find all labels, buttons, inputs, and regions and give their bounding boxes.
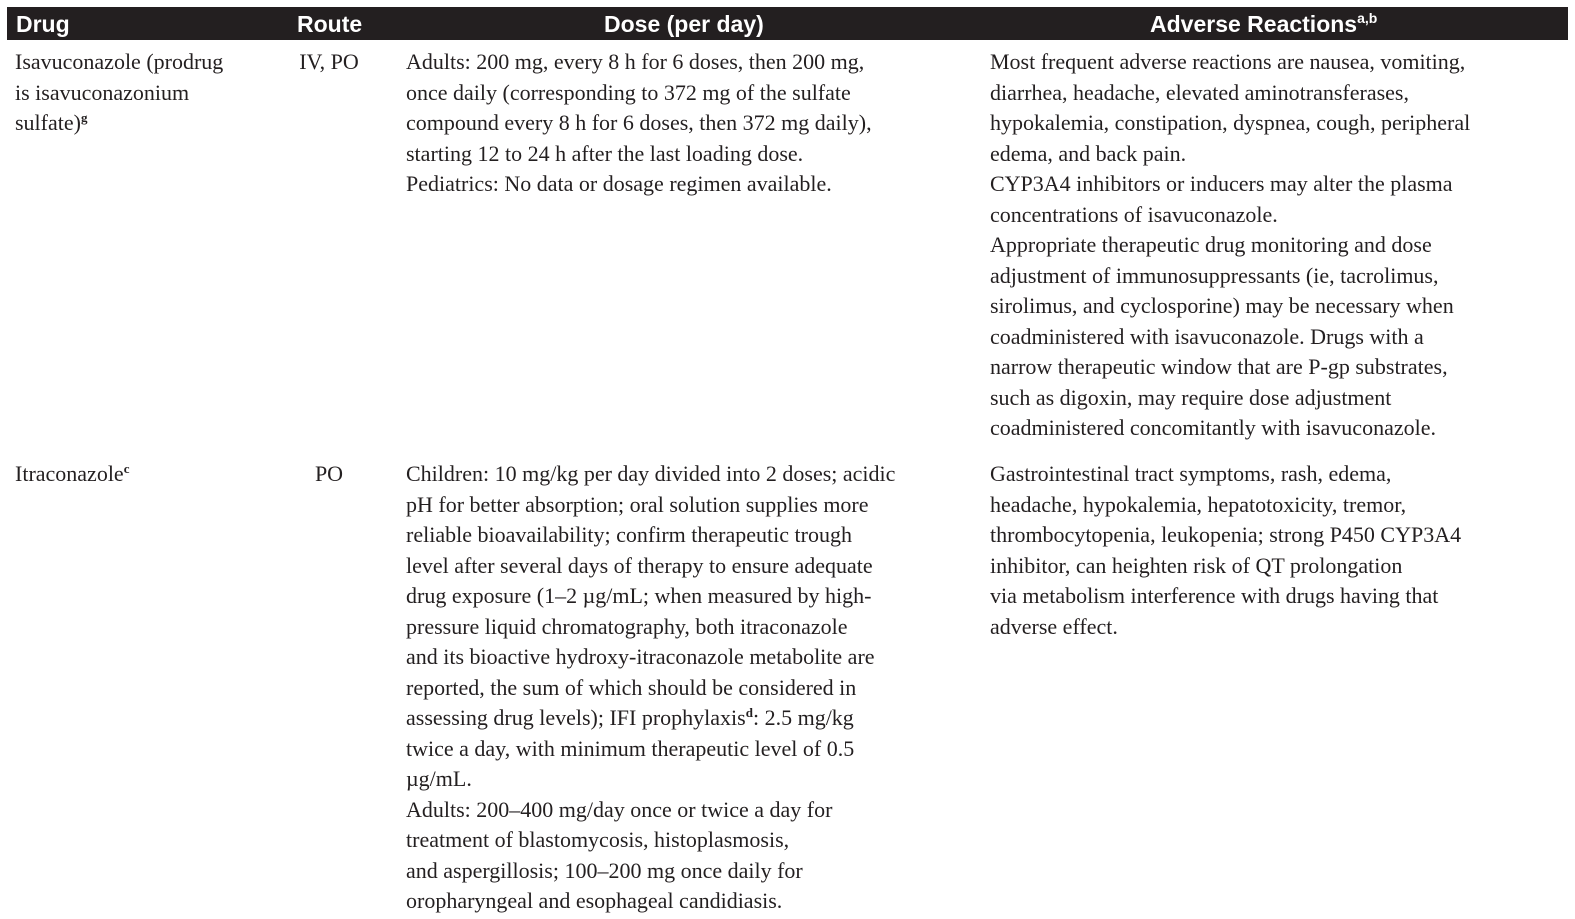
adverse-line: adverse effect. [990, 613, 1118, 639]
dose-line-text: : 2.5 mg/kg [752, 705, 854, 730]
adverse-paragraph [990, 230, 1568, 444]
dose-line: Adults: 200–400 mg/day once or twice a day for [406, 796, 833, 822]
drug-line-text: Itraconazole [15, 461, 124, 486]
dose-cell [406, 47, 976, 200]
dose-line: level after several days of therapy to ensure adequate [406, 552, 873, 578]
dose-footnote: d [745, 705, 753, 720]
dose-line: and aspergillosis; 100–200 mg once daily for [406, 857, 803, 883]
dose-line: Pediatrics: No data or dosage regimen available. [406, 171, 832, 196]
dose-paragraph [406, 459, 976, 795]
adverse-line: CYP3A4 inhibitors or inducers may alter the plasma [990, 171, 1453, 196]
adverse-line: Most frequent adverse reactions are nausea, vomiting, [990, 49, 1466, 74]
dose-line: once daily (corresponding to 372 mg of the sulfate [406, 79, 851, 105]
adverse-line: edema, and back pain. [990, 140, 1187, 166]
route-cell: IV, PO [299, 49, 359, 74]
dose-line: pH for better absorption; oral solution supplies more [406, 491, 869, 517]
route-cell: PO [314, 461, 344, 486]
adverse-paragraph [990, 47, 1568, 169]
drug-name [15, 47, 285, 139]
dose-line: and its bioactive hydroxy-itraconazole metabolite are [406, 644, 875, 669]
dose-line: reported, the sum of which should be considered in [406, 674, 857, 700]
adverse-line: Appropriate therapeutic drug monitoring and dose [990, 232, 1432, 257]
adverse-line: thrombocytopenia, leukopenia; strong P450 CYP3A4 [990, 522, 1462, 547]
adverse-cell [990, 47, 1568, 444]
dose-line: oropharyngeal and esophageal candidiasis. [406, 888, 783, 913]
dose-line [406, 703, 976, 734]
drug-line-text: sulfate) [15, 110, 81, 135]
header-adverse-reactions [1150, 9, 1377, 39]
adverse-line: coadministered with isavuconazole. Drugs with a [990, 323, 1424, 349]
adverse-paragraph [990, 459, 1568, 642]
table-row [7, 459, 1568, 919]
dose-line: twice a day, with minimum therapeutic level of 0.5 [406, 735, 855, 761]
adverse-line: diarrhea, headache, elevated aminotransferases, [990, 79, 1409, 105]
drug-line [15, 459, 285, 490]
dose-line: pressure liquid chromatography, both itraconazole [406, 613, 848, 639]
adverse-line: concentrations of isavuconazole. [990, 201, 1278, 227]
header-route: Route [297, 11, 363, 37]
adverse-line: via metabolism interference with drugs having that [990, 583, 1439, 608]
dose-line: compound every 8 h for 6 doses, then 372 mg daily), [406, 110, 872, 135]
drug-cell [15, 47, 285, 139]
adverse-paragraph [990, 169, 1568, 230]
drug-footnote: g [80, 110, 88, 125]
dose-line: µg/mL. [406, 766, 472, 791]
adverse-line: headache, hypokalemia, hepatotoxicity, tremor, [990, 491, 1407, 517]
dose-line: drug exposure (1–2 µg/mL; when measured by high- [406, 583, 872, 608]
header-drug: Drug [16, 11, 70, 37]
adverse-line: narrow therapeutic window that are P-gp substrates, [990, 354, 1448, 379]
adverse-line: adjustment of immunosuppressants (ie, tacrolimus, [990, 262, 1439, 288]
header-adverse-footnote: a,b [1357, 10, 1378, 26]
adverse-line: hypokalemia, constipation, dyspnea, cough, peripheral [990, 110, 1471, 135]
table-row [7, 47, 1568, 467]
drug-name [15, 459, 285, 490]
header-dose: Dose (per day) [604, 11, 764, 37]
dose-line: Children: 10 mg/kg per day divided into 2 doses; acidic [406, 461, 896, 486]
adverse-line: sirolimus, and cyclosporine) may be necessary when [990, 293, 1454, 318]
dose-line: Adults: 200 mg, every 8 h for 6 doses, then 200 mg, [406, 49, 865, 74]
adverse-line: Gastrointestinal tract symptoms, rash, edema, [990, 461, 1392, 486]
drug-cell [15, 459, 285, 490]
dose-paragraph [406, 795, 976, 917]
drug-table [7, 7, 1568, 913]
drug-line [15, 108, 285, 139]
dose-cell [406, 459, 976, 917]
dose-line-text: assessing drug levels); IFI prophylaxis [406, 705, 746, 730]
drug-line: Isavuconazole (prodrug [15, 49, 224, 74]
drug-line: is isavuconazonium [15, 79, 190, 105]
header-adverse-label: Adverse Reactions [1150, 11, 1358, 37]
adverse-line: such as digoxin, may require dose adjustment [990, 384, 1392, 410]
dose-paragraph [406, 47, 976, 169]
dose-line: treatment of blastomycosis, histoplasmosis, [406, 827, 790, 852]
adverse-line: inhibitor, can heighten risk of QT prolongation [990, 552, 1403, 578]
table-header [7, 7, 1568, 40]
dose-line: starting 12 to 24 h after the last loading dose. [406, 140, 804, 166]
dose-line: reliable bioavailability; confirm therapeutic trough [406, 522, 852, 547]
adverse-cell [990, 459, 1568, 642]
drug-footnote: c [123, 461, 130, 476]
dose-paragraph [406, 169, 976, 200]
adverse-line: coadministered concomitantly with isavuconazole. [990, 415, 1436, 440]
